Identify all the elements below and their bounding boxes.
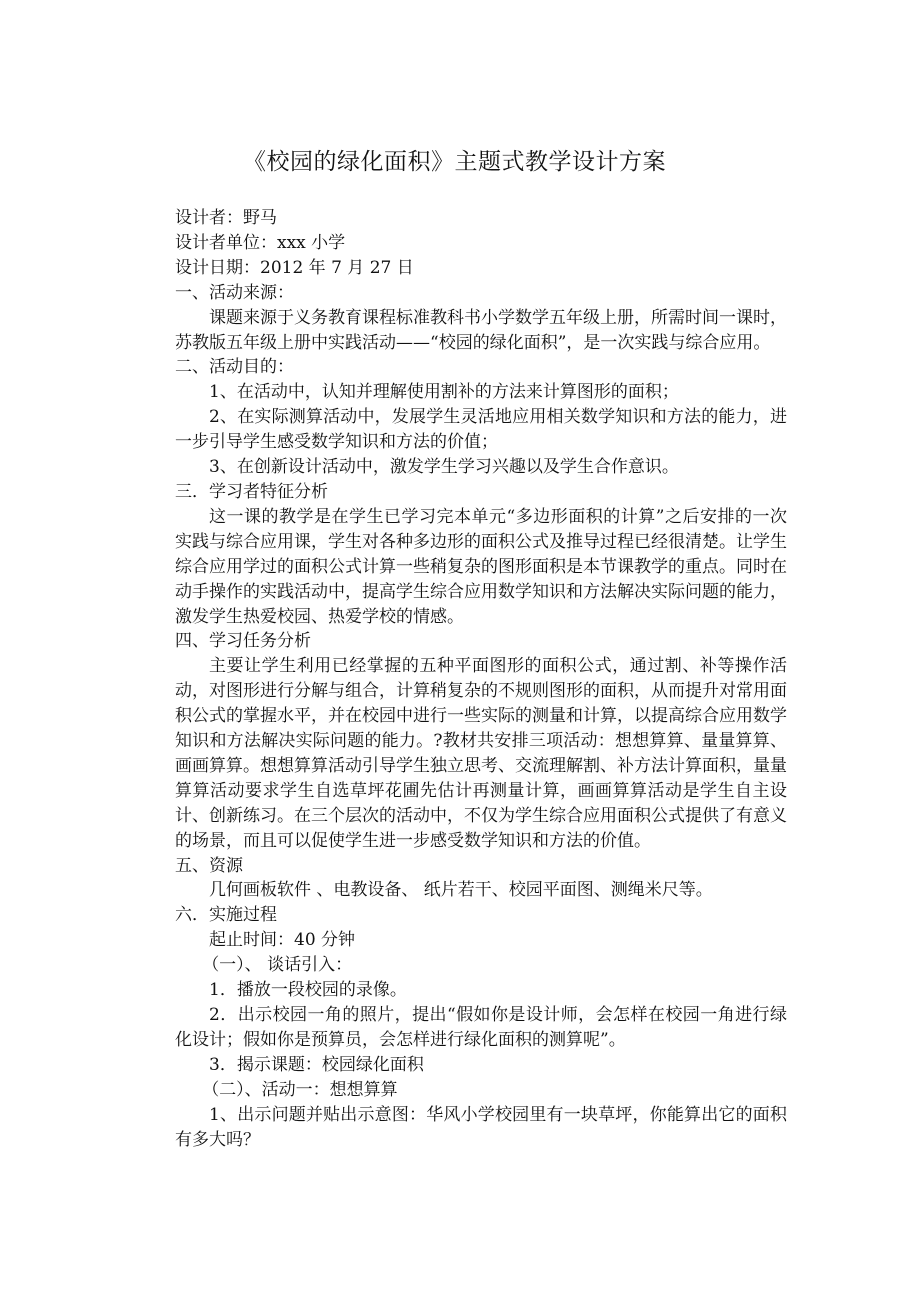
designer-line: 设计者：野马 (175, 208, 277, 228)
section-4-paragraph: 主要让学生利用已经掌握的五种平面图形的面积公式，通过割、补等操作活动，对图形进行分解与组合，计算稍复杂的不规则图形的面积，从而提升对常用面积公式的掌握水平，并在校园中进行一些实际的测量和计算，以提高综合应用数学知识和方法解决实际问题的能力。?教材共安排三项活动：想想算算、量量算算、画画算算。想想算算活动引导学生独立思考、交流理解割、补方法计算面积，量量算算活动要求学生自选草坪花圃先估计再测量计算，画画算算活动是学生自主设计、创新练习。在三个层次的活动中，不仅为学生综合应用面积公式提供了有意义的场景，而且可以促使学生进一步感受数学知识和方法的价值。 (175, 656, 787, 851)
section-2-heading: 二、活动目的： (175, 357, 294, 378)
section-6-step-2-1: 1、出示问题并贴出示意图：华风小学校园里有一块草坪，你能算出它的面积有多大吗？ (175, 1104, 787, 1150)
design-date-line: 设计日期：2012 年 7 月 27 日 (175, 257, 414, 278)
designer-unit-line: 设计者单位：xxx 小学 (175, 232, 346, 253)
section-6-step-1-1: 1．播放一段校园的录像。 (209, 980, 407, 1001)
section-6-subheading-2: （二）、活动一：想想算算 (202, 1079, 398, 1100)
section-5-resources: 几何画板软件 、电教设备、 纸片若干、校园平面图、测绳米尺等。 (209, 880, 713, 901)
section-5-heading: 五、资源 (175, 855, 243, 876)
section-2-item-2: 2、在实际测算活动中，发展学生灵活地应用相关数学知识和方法的能力，进一步引导学生感受数学知识和方法的价值； (175, 407, 787, 453)
section-6-step-1-2: 2．出示校园一角的照片，提出“假如你是设计师，会怎样在校园一角进行绿化设计；假如你是预算员，会怎样进行绿化面积的测算呢”。 (175, 1005, 787, 1050)
section-3-heading: 三．学习者特征分析 (175, 481, 328, 502)
section-6-heading: 六．实施过程 (175, 905, 277, 926)
section-4-heading: 四、学习任务分析 (175, 631, 311, 652)
section-6-duration: 起止时间：40 分钟 (209, 930, 356, 951)
section-1-heading: 一、活动来源： (175, 282, 294, 303)
section-6-step-1-3: 3．揭示课题：校园绿化面积 (209, 1054, 424, 1075)
section-2-item-3: 3、在创新设计活动中，激发学生学习兴趣以及学生合作意识。 (209, 457, 679, 478)
section-2-item-1: 1、在活动中，认知并理解使用割补的方法来计算图形的面积； (209, 382, 679, 403)
section-6-subheading-1: （一）、 谈话引入： (202, 955, 353, 976)
document-body (175, 206, 787, 1152)
section-1-paragraph: 课题来源于义务教育课程标准教科书小学数学五年级上册，所需时间一课时，苏教版五年级上册中实践活动——“校园的绿化面积”，是一次实践与综合应用。 (175, 307, 787, 353)
document-title: 《校园的绿化面积》主题式教学设计方案 (243, 149, 666, 175)
section-3-paragraph: 这一课的教学是在学生已学习完本单元“多边形面积的计算”之后安排的一次实践与综合应用课，学生对各种多边形的面积公式及推导过程已经很清楚。让学生综合应用学过的面积公式计算一些稍复杂的图形面积是本节课教学的重点。同时在动手操作的实践活动中，提高学生综合应用数学知识和方法解决实际问题的能力，激发学生热爱校园、热爱学校的情感。 (175, 506, 787, 627)
